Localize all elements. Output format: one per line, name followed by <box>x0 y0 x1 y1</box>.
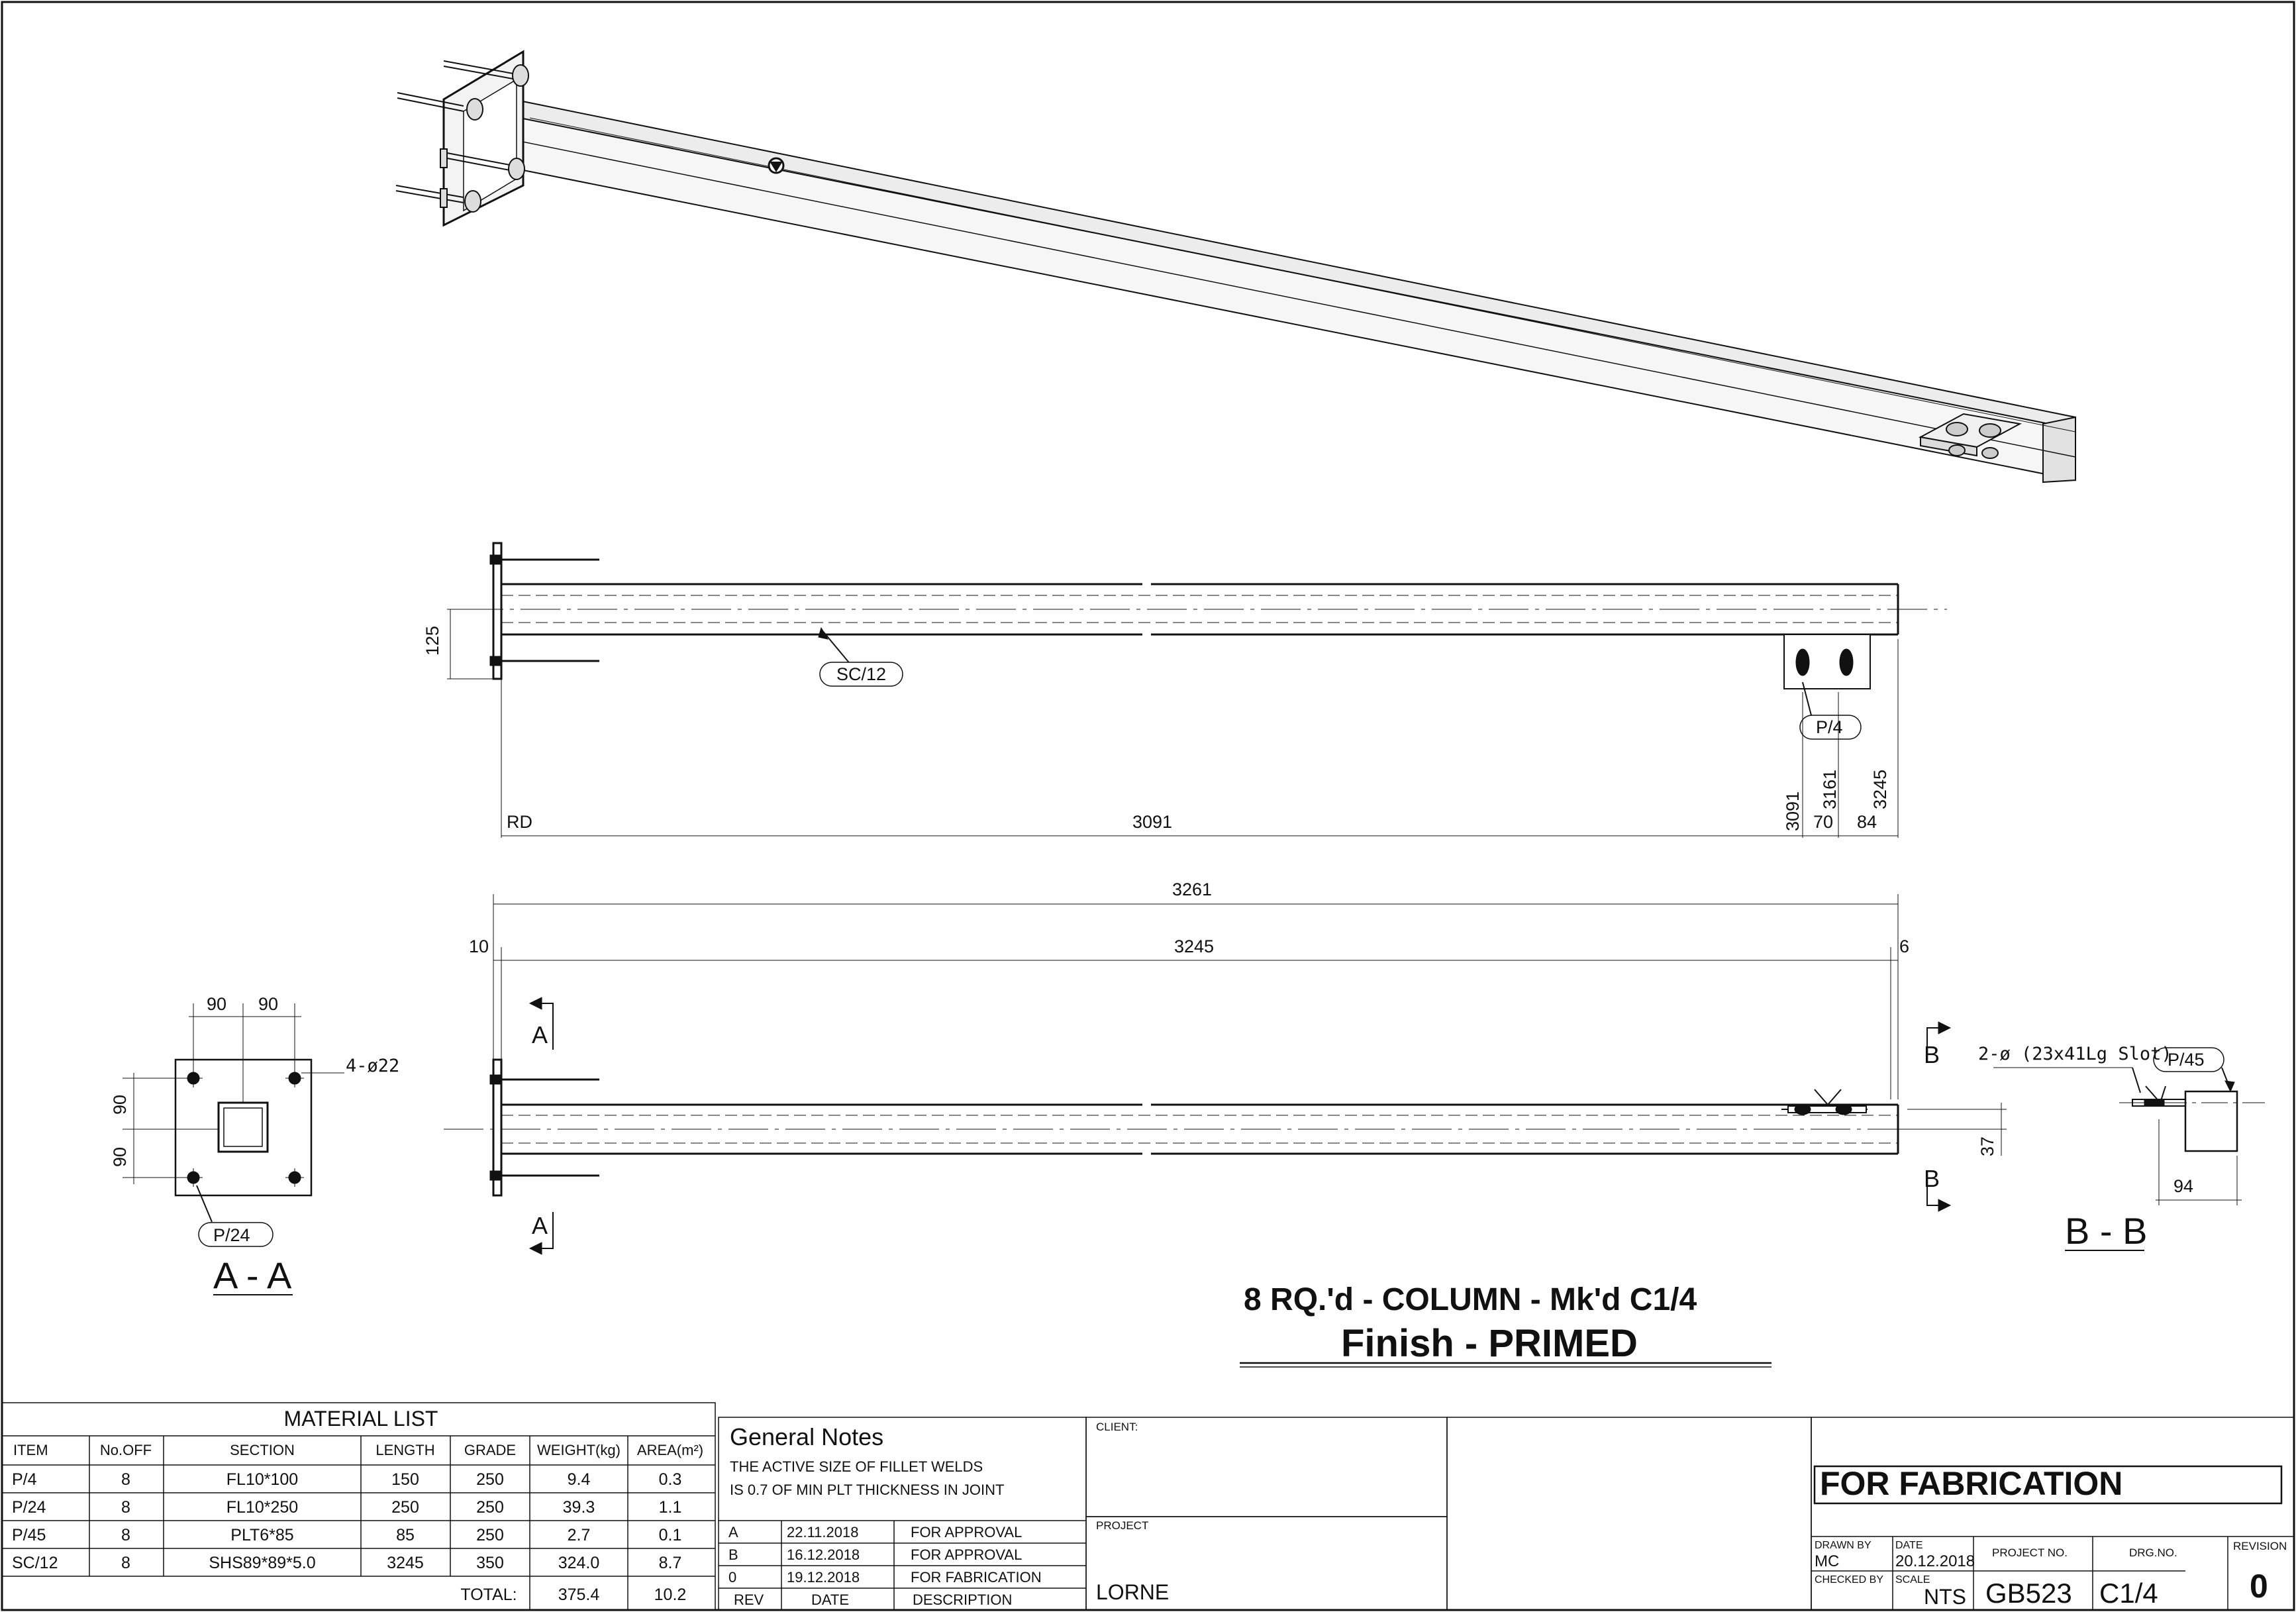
section-aa <box>123 1003 344 1295</box>
rev-0-date: 19.12.2018 <box>787 1569 860 1586</box>
rev-header-desc: DESCRIPTION <box>913 1591 1013 1608</box>
dim-37: 37 <box>1977 1136 1997 1156</box>
drg-no-value: C1/4 <box>2099 1578 2158 1609</box>
ml-r1-section: FL10*100 <box>226 1470 299 1489</box>
heading-line1: 8 RQ.'d - COLUMN - Mk'd C1/4 <box>1244 1282 1697 1317</box>
dim-3161-vertical: 3161 <box>1820 769 1840 809</box>
ml-r4-grade: 350 <box>476 1554 504 1572</box>
isometric-view <box>396 52 2075 482</box>
heading-line2: Finish - PRIMED <box>1341 1322 1638 1365</box>
project-no-label: PROJECT NO. <box>1992 1546 2068 1559</box>
dim-90-b: 90 <box>258 994 279 1014</box>
rev-header-date: DATE <box>811 1591 850 1608</box>
tag-p45: P/45 <box>2168 1050 2205 1070</box>
ml-r3-area: 0.1 <box>658 1526 682 1544</box>
rev-a: A <box>728 1524 738 1540</box>
dim-90-d: 90 <box>110 1146 130 1167</box>
ml-r2-nooff: 8 <box>121 1498 130 1517</box>
date-label: DATE <box>1895 1540 1923 1551</box>
dim-3091-vertical: 3091 <box>1783 791 1803 831</box>
rev-b-date: 16.12.2018 <box>787 1546 860 1563</box>
section-aa-title: A - A <box>213 1254 292 1296</box>
rev-0: 0 <box>728 1569 737 1586</box>
revision-value: 0 <box>2250 1568 2268 1605</box>
ml-header-item: ITEM <box>13 1442 48 1458</box>
status-stamp: FOR FABRICATION <box>1820 1465 2123 1502</box>
ml-r4-length: 3245 <box>387 1554 424 1572</box>
rev-a-date: 22.11.2018 <box>787 1524 859 1540</box>
general-notes-line2: IS 0.7 OF MIN PLT THICKNESS IN JOINT <box>730 1482 1005 1498</box>
ml-r2-length: 250 <box>391 1498 419 1517</box>
rev-b: B <box>728 1546 738 1563</box>
notes-and-revisions-text <box>728 1421 1169 1608</box>
scale-value: NTS <box>1924 1585 1966 1609</box>
dim-125: 125 <box>423 625 442 656</box>
ml-total-weight: 375.4 <box>558 1586 600 1604</box>
ml-header-section: SECTION <box>230 1442 295 1458</box>
elevation-view <box>447 543 1947 1099</box>
ml-total-label: TOTAL: <box>460 1586 517 1604</box>
section-bb-labels <box>1978 1044 2205 1252</box>
general-notes-line1: THE ACTIVE SIZE OF FILLET WELDS <box>730 1458 983 1475</box>
ml-r3-item: P/45 <box>12 1526 46 1544</box>
checked-by-label: CHECKED BY <box>1815 1574 1884 1586</box>
rev-b-desc: FOR APPROVAL <box>911 1546 1023 1563</box>
tag-p24: P/24 <box>213 1225 250 1245</box>
tag-sc12: SC/12 <box>836 664 887 684</box>
ml-total-area: 10.2 <box>654 1586 687 1604</box>
cut-label-a-bottom: A <box>532 1212 548 1239</box>
rev-0-desc: FOR FABRICATION <box>911 1569 1042 1586</box>
ml-r1-weight: 9.4 <box>567 1470 591 1489</box>
ml-r4-item: SC/12 <box>12 1554 58 1572</box>
rev-header-rev: REV <box>734 1591 764 1608</box>
dim-84: 84 <box>1857 812 1877 832</box>
ml-r4-section: SHS89*89*5.0 <box>209 1554 316 1572</box>
dim-90-c: 90 <box>110 1094 130 1115</box>
cut-label-b-top: B <box>1924 1041 1940 1068</box>
drawn-by-value: MC <box>1815 1552 1840 1570</box>
revision-label: REVISION <box>2233 1540 2287 1552</box>
dim-94: 94 <box>2173 1176 2194 1196</box>
ml-r1-length: 150 <box>391 1470 419 1489</box>
ml-r3-section: PLT6*85 <box>230 1526 294 1544</box>
ml-r2-weight: 39.3 <box>562 1498 595 1517</box>
general-notes-title: General Notes <box>730 1423 884 1450</box>
rev-a-desc: FOR APPROVAL <box>911 1524 1023 1540</box>
ml-r3-length: 85 <box>396 1526 415 1544</box>
ml-header-length: LENGTH <box>375 1442 435 1458</box>
slot-note: 2-ø (23x41Lg Slot) <box>1978 1044 2172 1064</box>
ml-header-area: AREA(m²) <box>636 1442 704 1458</box>
cut-label-a-top: A <box>532 1021 548 1048</box>
project-no-value: GB523 <box>1985 1578 2072 1609</box>
plan-labels <box>469 880 1997 1239</box>
dim-rd: RD <box>507 812 532 832</box>
elevation-labels <box>423 626 1890 832</box>
hole-note: 4-ø22 <box>346 1056 400 1076</box>
cut-label-b-bottom: B <box>1924 1165 1940 1192</box>
ml-r2-item: P/24 <box>12 1498 46 1517</box>
dim-10: 10 <box>469 936 489 956</box>
dim-70: 70 <box>1813 812 1834 832</box>
dim-3245-vertical: 3245 <box>1870 769 1890 809</box>
ml-r1-nooff: 8 <box>121 1470 130 1489</box>
ml-header-weight: WEIGHT(kg) <box>537 1442 621 1458</box>
date-value: 20.12.2018 <box>1895 1552 1975 1570</box>
ml-r4-nooff: 8 <box>121 1554 130 1572</box>
drawing-heading <box>1240 1282 1772 1367</box>
material-list <box>2 1403 715 1610</box>
ml-header-grade: GRADE <box>464 1442 517 1458</box>
project-value: LORNE <box>1096 1580 1170 1604</box>
client-label: CLIENT: <box>1096 1421 1138 1433</box>
dim-3091: 3091 <box>1132 812 1173 832</box>
ml-r1-grade: 250 <box>476 1470 504 1489</box>
dim-3245: 3245 <box>1174 936 1215 956</box>
dim-3261: 3261 <box>1172 880 1213 899</box>
ml-r2-grade: 250 <box>476 1498 504 1517</box>
tag-p4: P/4 <box>1816 717 1843 737</box>
ml-r1-item: P/4 <box>12 1470 37 1489</box>
ml-r1-area: 0.3 <box>658 1470 682 1489</box>
section-bb-title: B - B <box>2065 1210 2148 1252</box>
ml-r2-area: 1.1 <box>658 1498 682 1517</box>
ml-r3-grade: 250 <box>476 1526 504 1544</box>
dim-6: 6 <box>1899 936 1910 956</box>
ml-header-nooff: No.OFF <box>99 1442 152 1458</box>
ml-r4-area: 8.7 <box>658 1554 682 1572</box>
project-label: PROJECT <box>1096 1519 1149 1532</box>
ml-r4-weight: 324.0 <box>558 1554 600 1572</box>
ml-r2-section: FL10*250 <box>226 1498 299 1517</box>
ml-r3-nooff: 8 <box>121 1526 130 1544</box>
plan-view <box>444 997 2007 1254</box>
scale-label: SCALE <box>1895 1574 1930 1586</box>
drg-no-label: DRG.NO. <box>2129 1546 2177 1559</box>
dim-90-a: 90 <box>207 994 227 1014</box>
ml-r3-weight: 2.7 <box>567 1526 591 1544</box>
material-list-title: MATERIAL LIST <box>283 1407 438 1431</box>
drawn-by-label: DRAWN BY <box>1815 1540 1872 1551</box>
